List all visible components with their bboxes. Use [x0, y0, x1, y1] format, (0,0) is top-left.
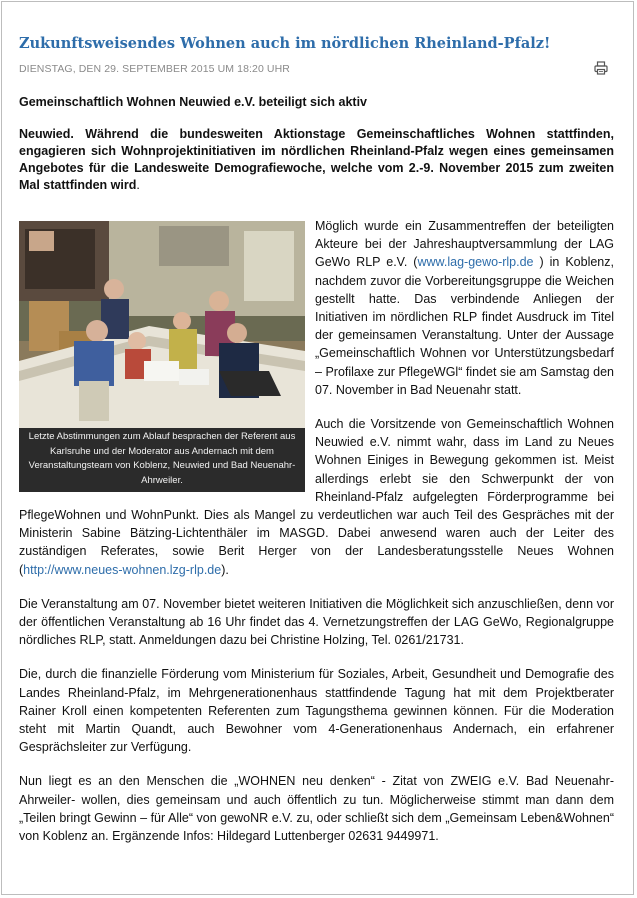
lead-end: .	[136, 178, 140, 192]
article-lead	[19, 126, 614, 194]
paragraph-2-text-a: Auch die Vorsitzende von Gemeinschaftlich Wohnen Neuwied e.V. nimmt wahr, dass im Land zu Neues Wohnen Einiges in Bewegung gekommen ist. Meist allerdings erlebt sie den Schwerpunkt der von Rheinland-Pfalz aufgelegten Förderprogramme bei PflegeWohnen und WohnPunkt. Dies als Mangel zu verdeutlichen war auch Teil des Gespräches mit der Ministerin Sabine Bätzing-Lichtenthäler im MASGD. Dabei anwesend waren auch der Leiter des zuständigen Referates, sowie Berit Herger von der Landesberatungsstelle Neues Wohnen (	[19, 417, 614, 577]
paragraph-1-text-b: ) in Koblenz, nachdem zuvor die Vorbereitungsgruppe die Weichen gestellt hatte. Das verbindende Anliegen der Initiativen im nördlichen RLP findet Ausdruck im Titel der gemeinsamen Veranstaltung. Unter der Aussage „Gemeinschaftlich Wohnen vor Unterstützungsbedarf – Profilaxe zur PflegeWGl“ findet sie am Samstag den 07. November in Bad Neuenahr statt.	[315, 255, 614, 397]
paragraph-2-text-b: ).	[221, 562, 229, 577]
article-figure	[19, 221, 305, 492]
paragraph-1-text-a: Möglich wurde ein Zusammentreffen der beteiligten Akteure bei der Jahreshauptversammlung der LAG GeWo RLP e.V. (	[315, 219, 614, 270]
paragraph-4: Die, durch die finanzielle Förderung vom Ministerium für Soziales, Arbeit, Gesundheit und Demografie des Landes Rheinland-Pfalz, im Mehrgenerationenhaus stattfindende Tagung hat mit dem Projektberater Rainer Kroll einen kompetenten Referenten zum Tagungsthema gewinnen können. Für die Moderation steht mit Martin Quandt, auch Bewohner vom 4-Generationenhaus Andernach, ein erfahrener Gesprächsleiter zur Verfügung.	[19, 667, 614, 755]
article-title[interactable]: Zukunftsweisendes Wohnen auch im nördlichen Rheinland-Pfalz!	[19, 35, 551, 52]
article-subtitle: Gemeinschaftlich Wohnen Neuwied e.V. beteiligt sich aktiv	[19, 95, 368, 109]
article-date: DIENSTAG, DEN 29. SEPTEMBER 2015 UM 18:20 UHR	[19, 63, 290, 75]
neues-wohnen-link[interactable]: http://www.neues-wohnen.lzg-rlp.de	[23, 562, 222, 577]
lead-text: Neuwied. Während die bundesweiten Aktionstage Gemeinschaftliches Wohnen stattfinden, engagieren sich Wohnprojektinitiativen im nördlichen Rheinland-Pfalz wegen eines gemeinsamen Angebotes für die Landesweite Demografiewoche, welche vom 2.-9. November 2015 zum zweiten Mal stattfinden wird	[19, 127, 614, 192]
paragraph-3: Die Veranstaltung am 07. November bietet weiteren Initiativen die Möglichkeit sich anzuschließen, denn vor der öffentlichen Veranstaltung ab 16 Uhr findet das 4. Vernetzungstreffen der LAG GeWo, Regionalgruppe nördliches RLP, statt. Anmeldungen dazu bei Christine Holzing, Tel. 0261/21731.	[19, 596, 614, 648]
image-caption: Letzte Abstimmungen zum Ablauf besprachen der Referent aus Karlsruhe und der Moderator aus Andernach mit dem Veranstaltungsteam von Koblenz, Neuwied und Bad Neuenahr-Ahrweiler.	[28, 431, 296, 486]
article-body	[19, 217, 614, 861]
meeting-photo	[19, 221, 305, 428]
lag-gewo-link[interactable]: www.lag-gewo-rlp.de	[417, 255, 534, 270]
paragraph-5: Nun liegt es an den Menschen die „WOHNEN neu denken“ - Zitat von ZWEIG e.V. Bad Neuenahr-Ahrweiler- wollen, dies gemeinsam und auch öffentlich zu tun. Möglicherweise stimmt man dann dem „Teilen bringt Gewinn – für Alle“ von gewoNR e.V. zu, oder schließt sich dem „Gemeinsam Leben&Wohnen“ von Koblenz an. Ergänzende Infos: Hildegard Luttenberger 02631 9449971.	[19, 774, 614, 844]
printer-icon[interactable]	[594, 61, 608, 75]
page-frame	[1, 1, 634, 895]
